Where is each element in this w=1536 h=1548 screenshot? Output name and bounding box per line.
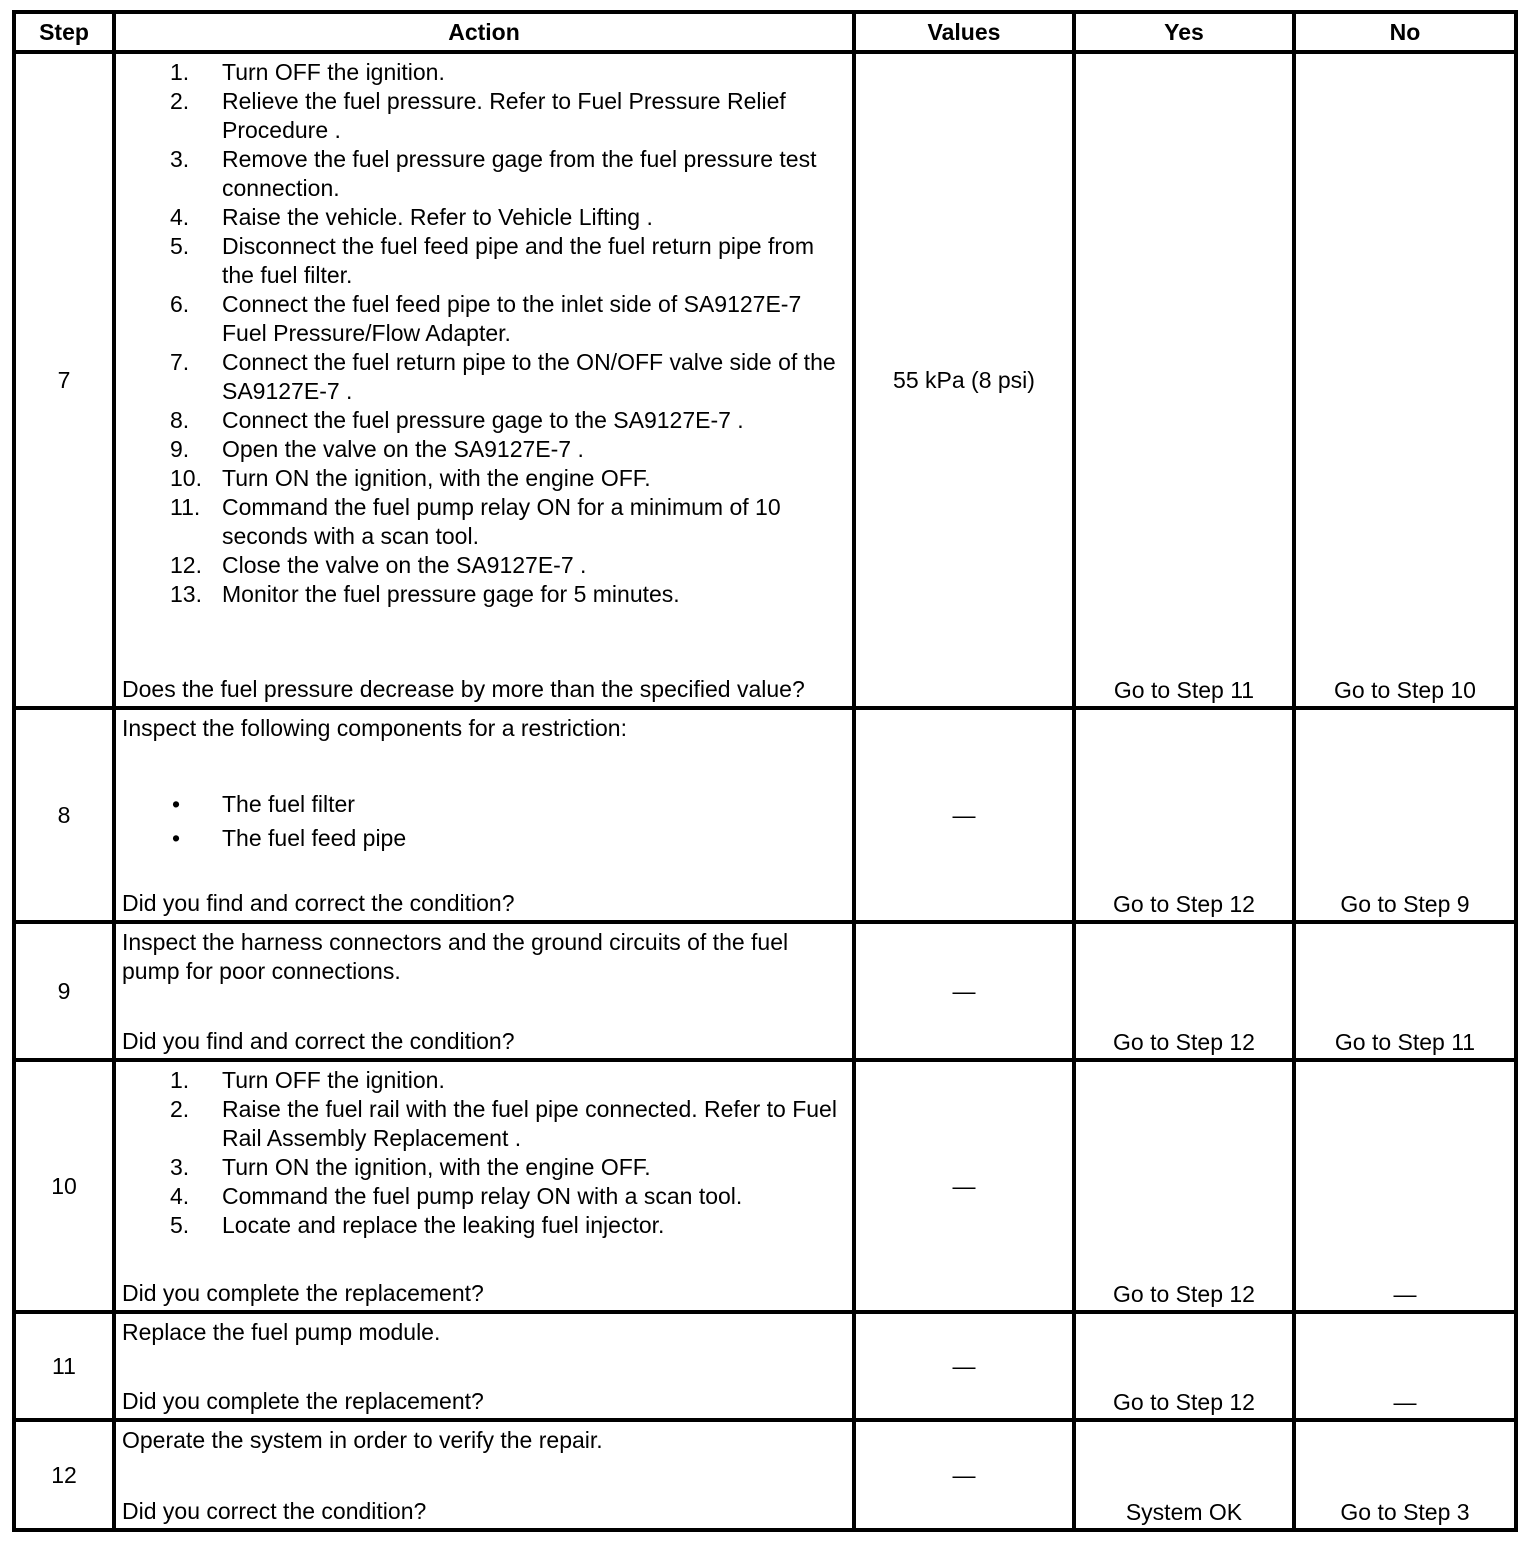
- procedure-step: [122, 203, 850, 232]
- step-number: 12: [14, 1420, 114, 1530]
- value-cell: —: [854, 1060, 1074, 1312]
- question-text: Did you complete the replacement?: [122, 1280, 484, 1306]
- action-cell: [114, 52, 854, 708]
- header-action: Action: [114, 12, 854, 52]
- procedure-step-number: 1.: [170, 59, 190, 85]
- no-result: Go to Step 10: [1294, 52, 1516, 708]
- procedure-step: [122, 58, 850, 87]
- step-number: 10: [14, 1060, 114, 1312]
- yes-result: Go to Step 12: [1074, 922, 1294, 1060]
- yes-result: Go to Step 12: [1074, 1060, 1294, 1312]
- procedure-step-text: Disconnect the fuel feed pipe and the fuel return pipe from the fuel filter.: [222, 233, 814, 288]
- step-row-10: [14, 1060, 1516, 1312]
- value-cell: —: [854, 1420, 1074, 1530]
- step-number: 11: [14, 1312, 114, 1420]
- procedure-step-number: 4.: [170, 1183, 190, 1209]
- procedure-step-number: 3.: [170, 146, 190, 172]
- procedure-step: [122, 1095, 850, 1153]
- step-row-11: [14, 1312, 1516, 1420]
- procedure-step-text: Connect the fuel pressure gage to the SA9127E-7 .: [222, 407, 744, 433]
- header-no: No: [1294, 12, 1516, 52]
- step-row-8: [14, 708, 1516, 922]
- action-cell: [114, 1060, 854, 1312]
- no-result: Go to Step 9: [1294, 708, 1516, 922]
- question-text: Did you complete the replacement?: [122, 1388, 484, 1414]
- procedure-step-number: 3.: [170, 1154, 190, 1180]
- procedure-step-number: 8.: [170, 407, 190, 433]
- procedure-step-number: 1.: [170, 1067, 190, 1093]
- procedure-step: [122, 1066, 850, 1095]
- procedure-step-text: Command the fuel pump relay ON for a minimum of 10 seconds with a scan tool.: [222, 494, 781, 549]
- header-values: Values: [854, 12, 1074, 52]
- procedure-list: [122, 58, 850, 609]
- procedure-step: [122, 464, 850, 493]
- action-cell: [114, 922, 854, 1060]
- step-number: 8: [14, 708, 114, 922]
- action-cell: [114, 1312, 854, 1420]
- step-number: 9: [14, 922, 114, 1060]
- yes-result: System OK: [1074, 1420, 1294, 1530]
- value-cell: 55 kPa (8 psi): [854, 52, 1074, 708]
- value-cell: —: [854, 922, 1074, 1060]
- diagnostic-table: [12, 10, 1518, 1532]
- procedure-step: [122, 145, 850, 203]
- step-row-9: [14, 922, 1516, 1060]
- procedure-step-text: Monitor the fuel pressure gage for 5 minutes.: [222, 581, 680, 607]
- header-step: Step: [14, 12, 114, 52]
- no-result: —: [1294, 1312, 1516, 1420]
- no-result: Go to Step 3: [1294, 1420, 1516, 1530]
- procedure-step-number: 6.: [170, 291, 190, 317]
- procedure-step-text: Connect the fuel return pipe to the ON/OFF valve side of the SA9127E-7 .: [222, 349, 836, 404]
- procedure-step-number: 4.: [170, 204, 190, 230]
- intro-text: Inspect the harness connectors and the ground circuits of the fuel pump for poor connections.: [122, 929, 789, 984]
- procedure-step-number: 9.: [170, 436, 190, 462]
- step-number: 7: [14, 52, 114, 708]
- procedure-step-text: Turn ON the ignition, with the engine OFF.: [222, 1154, 651, 1180]
- procedure-step-text: Relieve the fuel pressure. Refer to Fuel Pressure Relief Procedure .: [222, 88, 786, 143]
- procedure-step-text: Connect the fuel feed pipe to the inlet side of SA9127E-7 Fuel Pressure/Flow Adapter.: [222, 291, 802, 346]
- component-list: [122, 787, 850, 855]
- procedure-step: [122, 348, 850, 406]
- yes-result: Go to Step 11: [1074, 52, 1294, 708]
- procedure-step-number: 7.: [170, 349, 190, 375]
- intro-text: Operate the system in order to verify the repair.: [122, 1427, 603, 1453]
- procedure-step-text: Command the fuel pump relay ON with a scan tool.: [222, 1183, 743, 1209]
- procedure-step: [122, 1182, 850, 1211]
- procedure-step: [122, 232, 850, 290]
- value-cell: —: [854, 1312, 1074, 1420]
- list-item: • The fuel filter: [172, 791, 355, 817]
- procedure-step: [122, 1211, 850, 1240]
- intro-text: Inspect the following components for a restriction:: [122, 715, 627, 741]
- procedure-step-number: 11.: [170, 494, 201, 520]
- no-result: —: [1294, 1060, 1516, 1312]
- action-cell: [114, 1420, 854, 1530]
- question-text: Does the fuel pressure decrease by more than the specified value?: [122, 676, 805, 702]
- procedure-step: [122, 580, 850, 609]
- procedure-step: [122, 87, 850, 145]
- procedure-step-text: Turn OFF the ignition.: [222, 1067, 445, 1093]
- header-row: [14, 12, 1516, 52]
- procedure-step-text: Locate and replace the leaking fuel injector.: [222, 1212, 665, 1238]
- intro-text: Replace the fuel pump module.: [122, 1319, 441, 1345]
- procedure-step-number: 2.: [170, 1096, 190, 1122]
- procedure-step-text: Turn OFF the ignition.: [222, 59, 445, 85]
- yes-result: Go to Step 12: [1074, 1312, 1294, 1420]
- procedure-step-number: 5.: [170, 233, 190, 259]
- no-result: Go to Step 11: [1294, 922, 1516, 1060]
- procedure-step: [122, 551, 850, 580]
- question-text: Did you find and correct the condition?: [122, 1028, 515, 1054]
- procedure-step-number: 10.: [170, 465, 202, 491]
- procedure-step-text: Raise the fuel rail with the fuel pipe connected. Refer to Fuel Rail Assembly Replacement .: [222, 1096, 837, 1151]
- action-cell: [114, 708, 854, 922]
- procedure-step: [122, 493, 850, 551]
- question-text: Did you find and correct the condition?: [122, 890, 515, 916]
- procedure-step: [122, 1153, 850, 1182]
- procedure-list: [122, 1066, 850, 1240]
- step-row-7: [14, 52, 1516, 708]
- value-cell: —: [854, 708, 1074, 922]
- step-row-12: [14, 1420, 1516, 1530]
- question-text: Did you correct the condition?: [122, 1498, 427, 1524]
- procedure-step: [122, 435, 850, 464]
- yes-result: Go to Step 12: [1074, 708, 1294, 922]
- procedure-step-number: 2.: [170, 88, 190, 114]
- procedure-step-text: Turn ON the ignition, with the engine OFF.: [222, 465, 651, 491]
- procedure-step: [122, 406, 850, 435]
- header-yes: Yes: [1074, 12, 1294, 52]
- procedure-step-text: Open the valve on the SA9127E-7 .: [222, 436, 584, 462]
- procedure-step: [122, 290, 850, 348]
- procedure-step-text: Remove the fuel pressure gage from the fuel pressure test connection.: [222, 146, 817, 201]
- procedure-step-number: 13.: [170, 581, 202, 607]
- procedure-step-number: 12.: [170, 552, 202, 578]
- procedure-step-number: 5.: [170, 1212, 190, 1238]
- procedure-step-text: Close the valve on the SA9127E-7 .: [222, 552, 587, 578]
- procedure-step-text: Raise the vehicle. Refer to Vehicle Lifting .: [222, 204, 653, 230]
- list-item: • The fuel feed pipe: [172, 825, 407, 851]
